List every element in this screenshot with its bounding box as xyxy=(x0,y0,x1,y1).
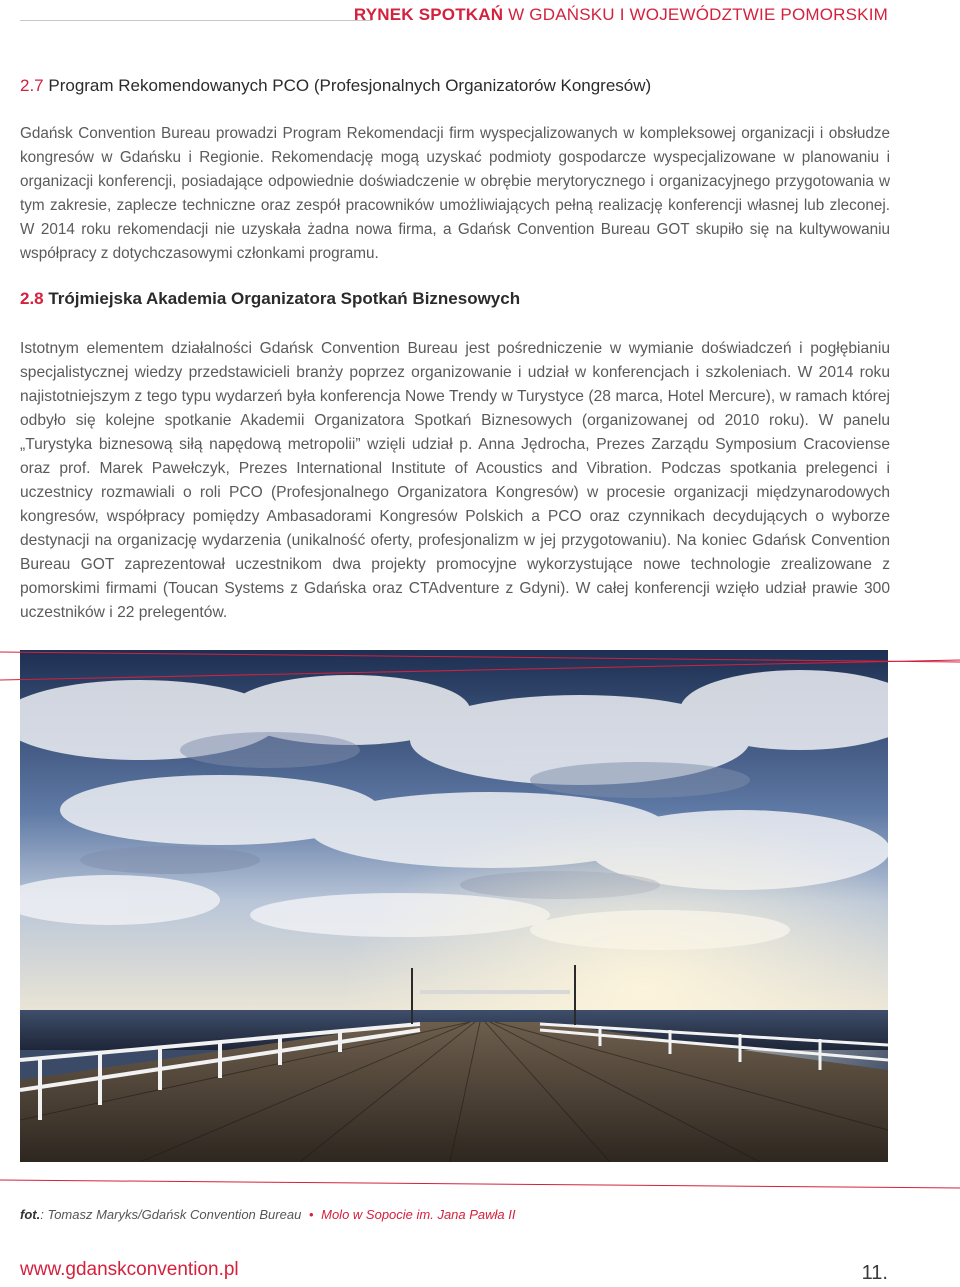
section-2-7-paragraph: Gdańsk Convention Bureau prowadzi Program Rekomendacji firm wyspecjalizowanych w kompleksowej organizacji i obsłudze kongresów w Gdańsku i Regionie. Rekomendację mogą uzyskać podmioty gospodarcze wyspecjalizowane w planowaniu i organizacji konferencji, posiadające odpowiednie doświadczenie w obrębie merytorycznego i organizacyjnego przygotowania w tym zakresie, zaplecze techniczne oraz zespół pracowników umożliwiających pełną realizację konferencji własnej lub zleconej. W 2014 roku rekomendacji nie uzyskała żadna nowa firma, a Gdańsk Convention Bureau GOT skupiło się na kultywowaniu współpracy z dotychczasowymi członkami programu. xyxy=(20,125,890,262)
section-2-8-heading xyxy=(20,289,890,309)
header-rule xyxy=(20,20,372,21)
caption-place: Molo w Sopocie im. Jana Pawła II xyxy=(321,1207,516,1222)
section-2-8-paragraph: Istotnym elementem działalności Gdańsk Convention Bureau jest pośredniczenie w wymianie doświadczeń i pogłębianiu specjalistycznej wiedzy przedstawicieli branży poprzez organizowanie i udział w konferencjach i szkoleniach. W 2014 roku najistotniejszym z tego typu wydarzeń była konferencja Nowe Trendy w Turystyce (28 marca, Hotel Mercure), w ramach której odbyło się kolejne spotkanie Akademii Organizatora Spotkań Biznesowych (organizowanej od 2010 roku). W panelu „Turystyka biznesową siłą napędową metropolii” wzięli udział p. Anna Jędrocha, Prezes Zarządu Symposium Cracoviense oraz prof. Marek Pawełczyk, Prezes International Institute of Acoustics and Vibration. Podczas spotkania prelegenci i uczestnicy rozmawiali o roli PCO (Profesjonalnego Organizatora Kongresów) w procesie organizacji międzynarodowych kongresów, współpracy pomiędzy Ambasadorami Kongresów Polskich a PCO oraz czynnikach decydujących o wyborze destynacji na organizację wydarzenia (unikalność oferty, profesjonalizm w jej przygotowaniu). Na koniec Gdańsk Convention Bureau GOT zaprezentował uczestnikom dwa projekty promocyjne wykorzystujące nowe technologie zrealizowane z pomorskimi firmami (Toucan Systems z Gdańska oraz CTAdventure z Gdyni). W całej konferencji wzięło udział prawie 300 uczestników i 22 prelegentów. xyxy=(20,340,890,621)
page-number: 11. xyxy=(861,1262,888,1284)
caption-author: : Tomasz Maryks/Gdańsk Convention Bureau xyxy=(40,1207,302,1222)
section-2-8-body xyxy=(20,337,890,625)
section-2-7-body xyxy=(20,122,890,266)
caption-label: fot. xyxy=(20,1207,41,1222)
section-2-7-number: 2.7 xyxy=(20,76,44,95)
pier-illustration xyxy=(20,650,888,1162)
section-2-8-title: Trójmiejska Akademia Organizatora Spotkań Biznesowych xyxy=(43,289,521,308)
pier-photo xyxy=(20,650,888,1162)
section-2-7-heading xyxy=(20,76,890,96)
footer-website-link[interactable]: www.gdanskconvention.pl xyxy=(20,1259,239,1280)
running-header-rest: W GDAŃSKU I WOJEWÓDZTWIE POMORSKIM xyxy=(503,5,888,24)
section-2-8-number: 2.8 xyxy=(20,289,44,308)
caption-bullet: • xyxy=(308,1207,314,1222)
section-2-7-title: Program Rekomendowanych PCO (Profesjonalnych Organizatorów Kongresów) xyxy=(43,76,652,95)
photo-caption xyxy=(20,1207,516,1222)
running-header-accent: RYNEK SPOTKAŃ xyxy=(353,5,504,24)
running-header xyxy=(354,5,888,25)
